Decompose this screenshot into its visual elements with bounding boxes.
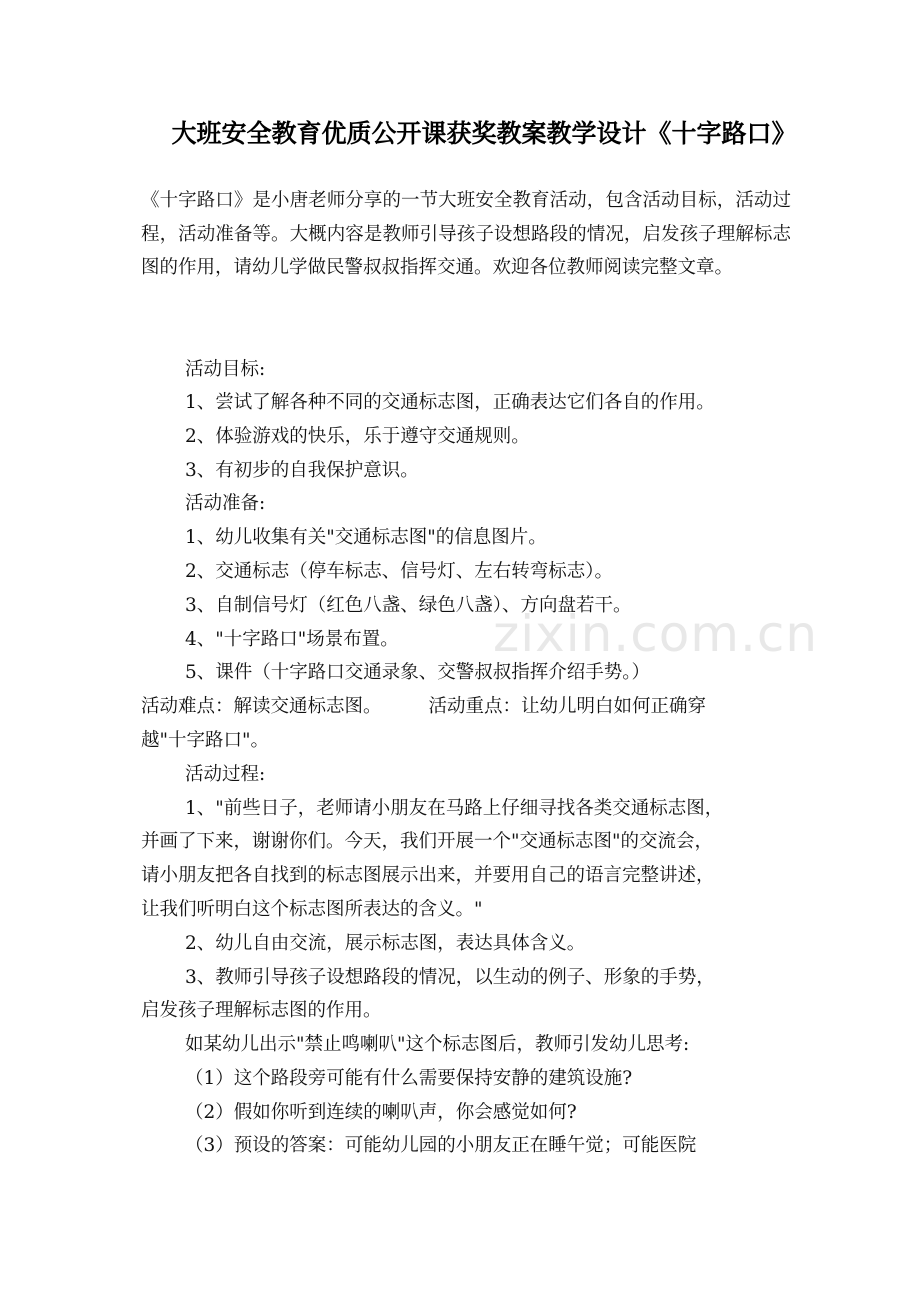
goal-item: 3、有初步的自我保护意识。 (185, 460, 419, 481)
process-paragraph-line: 1、"前些日子，老师请小朋友在马路上仔细寻找各类交通标志图， (185, 798, 724, 819)
process-paragraph-line: 如某幼儿出示"禁止鸣喇叭"这个标志图后，教师引发幼儿思考: (185, 1034, 690, 1055)
heading-goals: 活动目标: (185, 359, 266, 380)
difficulty-focus-line: 越"十字路口"。 (141, 730, 270, 751)
preparation-item: 3、自制信号灯（红色八盏、绿色八盏）、方向盘若干。 (185, 595, 632, 616)
process-paragraph-line: 请小朋友把各自找到的标志图展示出来，并要用自己的语言完整讲述， (141, 865, 715, 886)
heading-preparation: 活动准备: (185, 493, 266, 514)
document-title: 大班安全教育优质公开课获奖教案教学设计《十字路口》 (171, 119, 797, 148)
heading-process: 活动过程: (185, 764, 266, 785)
goal-item: 1、尝试了解各种不同的交通标志图，正确表达它们各自的作用。 (185, 392, 715, 413)
process-paragraph-line: 并画了下来，谢谢你们。今天，我们开展一个"交通标志图"的交流会， (141, 831, 714, 852)
process-paragraph-line: 3、教师引导孩子设想路段的情况，以生动的例子、形象的手势， (185, 967, 715, 988)
preparation-item: 2、交通标志（停车标志、信号灯、左右转弯标志）。 (185, 561, 614, 582)
preparation-item: 1、幼儿收集有关"交通标志图"的信息图片。 (185, 527, 547, 548)
question-item: （3）预设的答案：可能幼儿园的小朋友正在睡午觉；可能医院 (185, 1135, 697, 1156)
process-paragraph-line: 让我们听明白这个标志图所表达的含义。" (141, 899, 483, 920)
goal-item: 2、体验游戏的快乐，乐于遵守交通规则。 (185, 426, 530, 447)
watermark: zixin.com.cn (493, 605, 819, 663)
process-paragraph-line: 启发孩子理解标志图的作用。 (141, 1000, 382, 1021)
question-item: （1）这个路段旁可能有什么需要保持安静的建筑设施? (185, 1068, 633, 1089)
difficulty-focus-line: 活动难点：解读交通标志图。 活动重点：让幼儿明白如何正确穿 (141, 696, 707, 717)
preparation-item: 4、"十字路口"场景布置。 (185, 629, 399, 650)
process-paragraph-line: 2、幼儿自由交流，展示标志图，表达具体含义。 (185, 933, 586, 954)
intro-paragraph: 《十字路口》是小唐老师分享的一节大班安全教育活动，包含活动目标，活动过程，活动准备等。大概内容是教师引导孩子设想路段的情况，启发孩子理解标志图的作用，请幼儿学做民警叔叔指挥交通。欢迎各位教师阅读完整文章。 (141, 190, 791, 278)
preparation-item: 5、课件（十字路口交通录象、交警叔叔指挥介绍手势。） (185, 662, 651, 683)
question-item: （2）假如你听到连续的喇叭声，你会感觉如何? (185, 1102, 577, 1123)
